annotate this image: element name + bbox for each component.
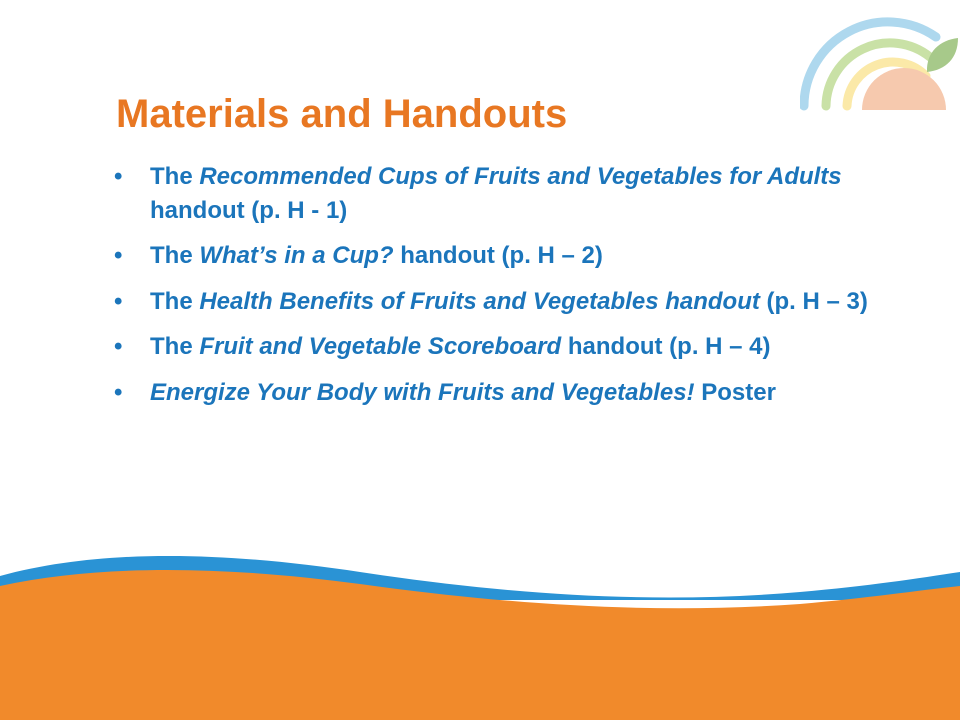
item-title: Energize Your Body with Fruits and Vegetables! — [150, 378, 695, 406]
page-title: Materials and Handouts — [116, 92, 568, 136]
item-title: Recommended Cups of Fruits and Vegetables for Adults — [199, 163, 842, 190]
list-item — [112, 285, 872, 319]
item-title: Health Benefits of Fruits and Vegetables handout — [199, 287, 760, 315]
orange-blue-wave — [0, 540, 960, 720]
item-text: Poster — [694, 378, 776, 406]
bullet-icon: • — [114, 378, 123, 406]
item-title: What’s in a Cup? — [199, 242, 394, 270]
item-text: The — [150, 333, 200, 361]
item-title: Fruit and Vegetable Scoreboard — [199, 333, 562, 361]
item-text: The — [150, 163, 200, 190]
item-text: handout (p. H - 1) — [150, 196, 348, 224]
rainbow-sun-leaf-icon — [800, 0, 960, 112]
bullet-icon: • — [114, 333, 123, 361]
list-item — [112, 376, 872, 410]
list-item — [112, 160, 872, 227]
item-text: handout (p. H – 2) — [393, 242, 603, 270]
bullet-icon: • — [114, 163, 123, 190]
item-text: The — [150, 242, 200, 270]
bullet-icon: • — [114, 287, 123, 315]
list-item — [112, 239, 872, 273]
list-item — [112, 330, 872, 364]
item-text: (p. H – 3) — [759, 287, 868, 315]
bullet-icon: • — [114, 242, 123, 270]
item-text: handout (p. H – 4) — [561, 333, 771, 361]
handout-list — [112, 160, 872, 422]
item-text: The — [150, 287, 200, 315]
